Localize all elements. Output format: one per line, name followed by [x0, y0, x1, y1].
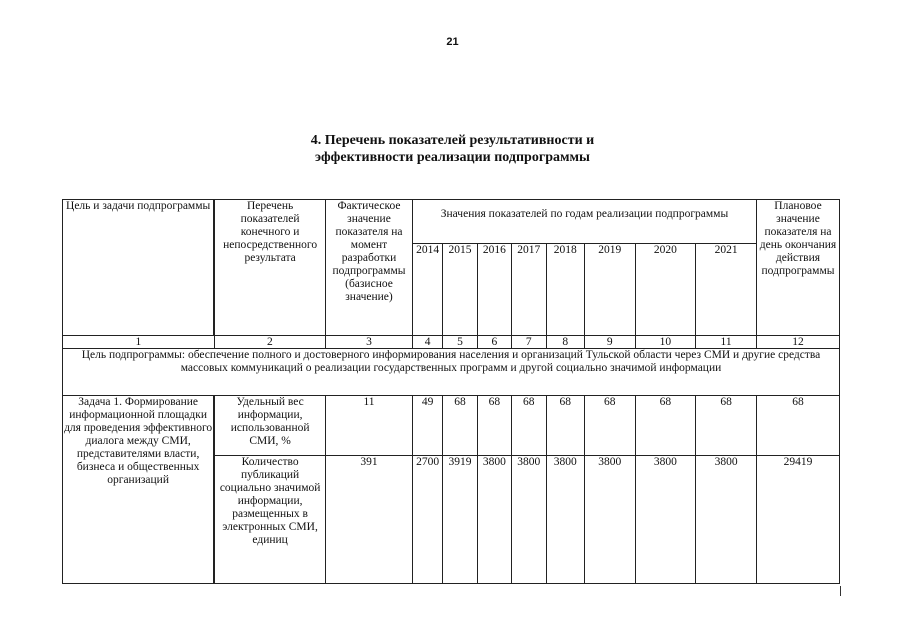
column-number: 8: [546, 336, 584, 349]
header-values-by-year: Значения показателей по годам реализации подпрограммы: [412, 200, 756, 244]
column-number: 9: [584, 336, 635, 349]
year-value-2017: 68: [512, 396, 546, 456]
indicators-table: [62, 199, 840, 584]
header-goal-and-tasks: Цель и задачи подпрограммы: [63, 200, 215, 336]
column-number: 3: [326, 336, 413, 349]
indicator-name: Количество публикаций социально значимой информации, размещенных в электронных СМИ, единиц: [214, 456, 325, 584]
year-value-2018: 3800: [546, 456, 584, 584]
header-row-1: [63, 200, 840, 244]
header-indicator-list: Перечень показателей конечного и непосредственного результата: [214, 200, 325, 336]
column-number: 7: [512, 336, 546, 349]
table-row: [63, 396, 840, 456]
year-value-2017: 3800: [512, 456, 546, 584]
column-number: 4: [412, 336, 442, 349]
year-value-2021: 68: [696, 396, 757, 456]
year-value-2021: 3800: [696, 456, 757, 584]
title-line-1: 4. Перечень показателей результативности и: [310, 133, 595, 148]
year-value-2016: 68: [477, 396, 511, 456]
year-value-2020: 68: [635, 396, 696, 456]
header-year-2017: 2017: [512, 244, 546, 336]
subprogram-goal: Цель подпрограммы: обеспечение полного и достоверного информирования населения и организаций Тульской области через СМИ и другие средства массовых коммуникаций о реализации государственных программ и другой социально значимой информации: [63, 349, 840, 396]
title-line-2: эффективности реализации подпрограммы: [315, 150, 590, 165]
year-value-2019: 68: [584, 396, 635, 456]
year-value-2014: 2700: [412, 456, 442, 584]
scan-edge-mark: [840, 586, 841, 596]
column-numbers-row: [63, 336, 840, 349]
header-year-2016: 2016: [477, 244, 511, 336]
year-value-2019: 3800: [584, 456, 635, 584]
year-value-2015: 3919: [443, 456, 477, 584]
column-number: 2: [214, 336, 325, 349]
column-number: 11: [696, 336, 757, 349]
header-year-2018: 2018: [546, 244, 584, 336]
header-year-2021: 2021: [696, 244, 757, 336]
baseline-value: 11: [326, 396, 413, 456]
header-year-2020: 2020: [635, 244, 696, 336]
planned-value: 68: [756, 396, 839, 456]
year-value-2016: 3800: [477, 456, 511, 584]
header-year-2015: 2015: [443, 244, 477, 336]
goal-row: [63, 349, 840, 396]
year-value-2018: 68: [546, 396, 584, 456]
column-number: 6: [477, 336, 511, 349]
column-number: 1: [63, 336, 215, 349]
planned-value: 29419: [756, 456, 839, 584]
task-description: Задача 1. Формирование информационной площадки для проведения эффективного диалога между СМИ, представителями власти, бизнеса и общественных организаций: [63, 396, 215, 584]
header-planned-end: Плановое значение показателя на день окончания действия подпрограммы: [756, 200, 839, 336]
year-value-2014: 49: [412, 396, 442, 456]
header-year-2019: 2019: [584, 244, 635, 336]
header-baseline: Фактическое значение показателя на момент разработки подпрограммы (базисное значение): [326, 200, 413, 336]
column-number: 12: [756, 336, 839, 349]
page-number: 21: [446, 36, 459, 48]
year-value-2020: 3800: [635, 456, 696, 584]
column-number: 5: [443, 336, 477, 349]
header-year-2014: 2014: [412, 244, 442, 336]
document-title: [0, 132, 905, 166]
year-value-2015: 68: [443, 396, 477, 456]
column-number: 10: [635, 336, 696, 349]
baseline-value: 391: [326, 456, 413, 584]
indicator-name: Удельный вес информации, использованной СМИ, %: [214, 396, 325, 456]
